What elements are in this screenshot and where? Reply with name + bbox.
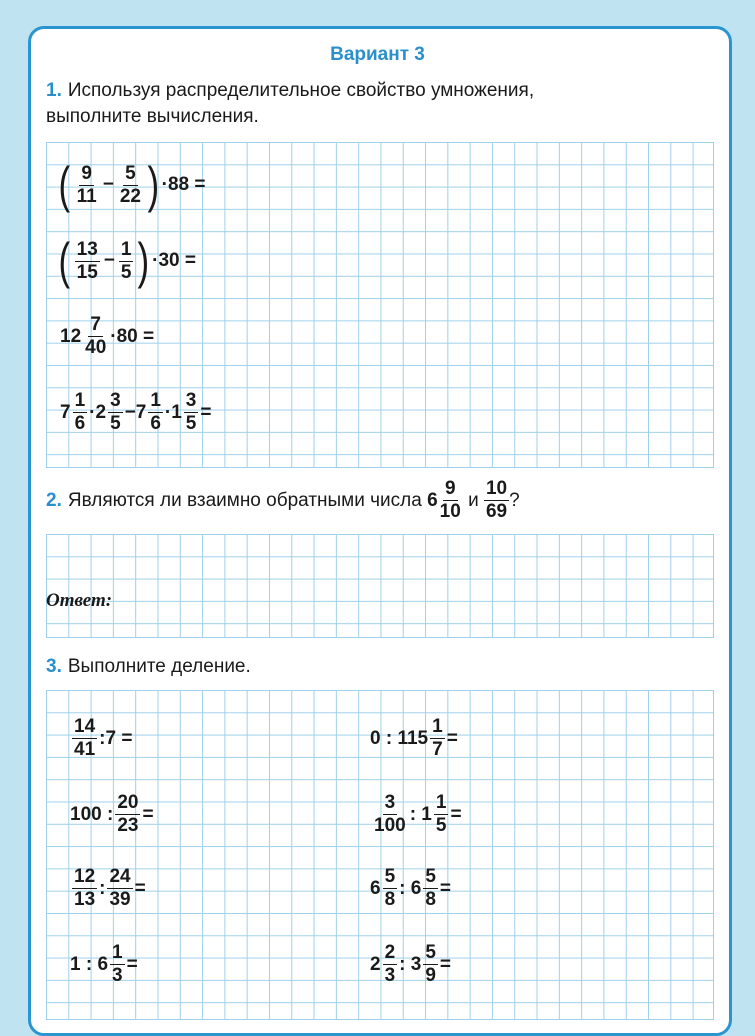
task2-text: 2. Являются ли взаимно обратными числа 6 $\frac{9}{10}$ и $\frac{10}{69}$ ?: [46, 478, 520, 522]
task1-expr4: 7 $\frac{1}{6}$ ·2 $\frac{3}{5}$ −7 $\frac{1}{6}$ ·1 $\frac{3}{5}$ =: [60, 390, 212, 434]
variant-title: Вариант 3: [330, 44, 425, 65]
task3-number: 3.: [46, 656, 62, 677]
task3-left-expr3: $\frac{12}{13}$ : $\frac{24}{39}$ =: [74, 866, 146, 910]
task2-answer-grid[interactable]: [46, 534, 714, 638]
task1-expr2: ( $\frac{13}{15}$ − $\frac{1}{5}$ ) ·30 =: [58, 233, 196, 289]
task1-expr3: 12 $\frac{7}{40}$ ·80 =: [60, 314, 155, 358]
task1-text: [46, 78, 534, 130]
task3-right-expr4: 2 $\frac{2}{3}$ : 3 $\frac{5}{9}$ =: [370, 942, 452, 986]
task2-number: 2.: [46, 489, 62, 511]
task3-left-expr1: $\frac{14}{41}$ :7 =: [74, 716, 133, 760]
task1-text-line1: Используя распределительное свойство умножения,: [67, 80, 535, 101]
task3-text: 3. Выполните деление.: [46, 656, 251, 677]
task1-number: 1.: [46, 80, 62, 101]
task3-right-expr3: 6 $\frac{5}{8}$ : 6 $\frac{5}{8}$ =: [370, 866, 452, 910]
answer-label: Ответ:: [46, 590, 113, 611]
task3-left-expr4: 1 : 6 $\frac{1}{3}$ =: [70, 942, 138, 986]
task3-right-expr1: 0 : 115 $\frac{1}{7}$ =: [370, 716, 458, 760]
task1-text-line2: выполните вычисления.: [46, 106, 259, 127]
task1-expr1: ( $\frac{9}{11}$ − $\frac{5}{22}$ ) ·88 =: [58, 157, 206, 213]
task3-left-expr2: 100 : $\frac{20}{23}$ =: [70, 792, 154, 836]
task3-right-expr2: $\frac{3}{100}$ : 1 $\frac{1}{5}$ =: [374, 792, 462, 836]
